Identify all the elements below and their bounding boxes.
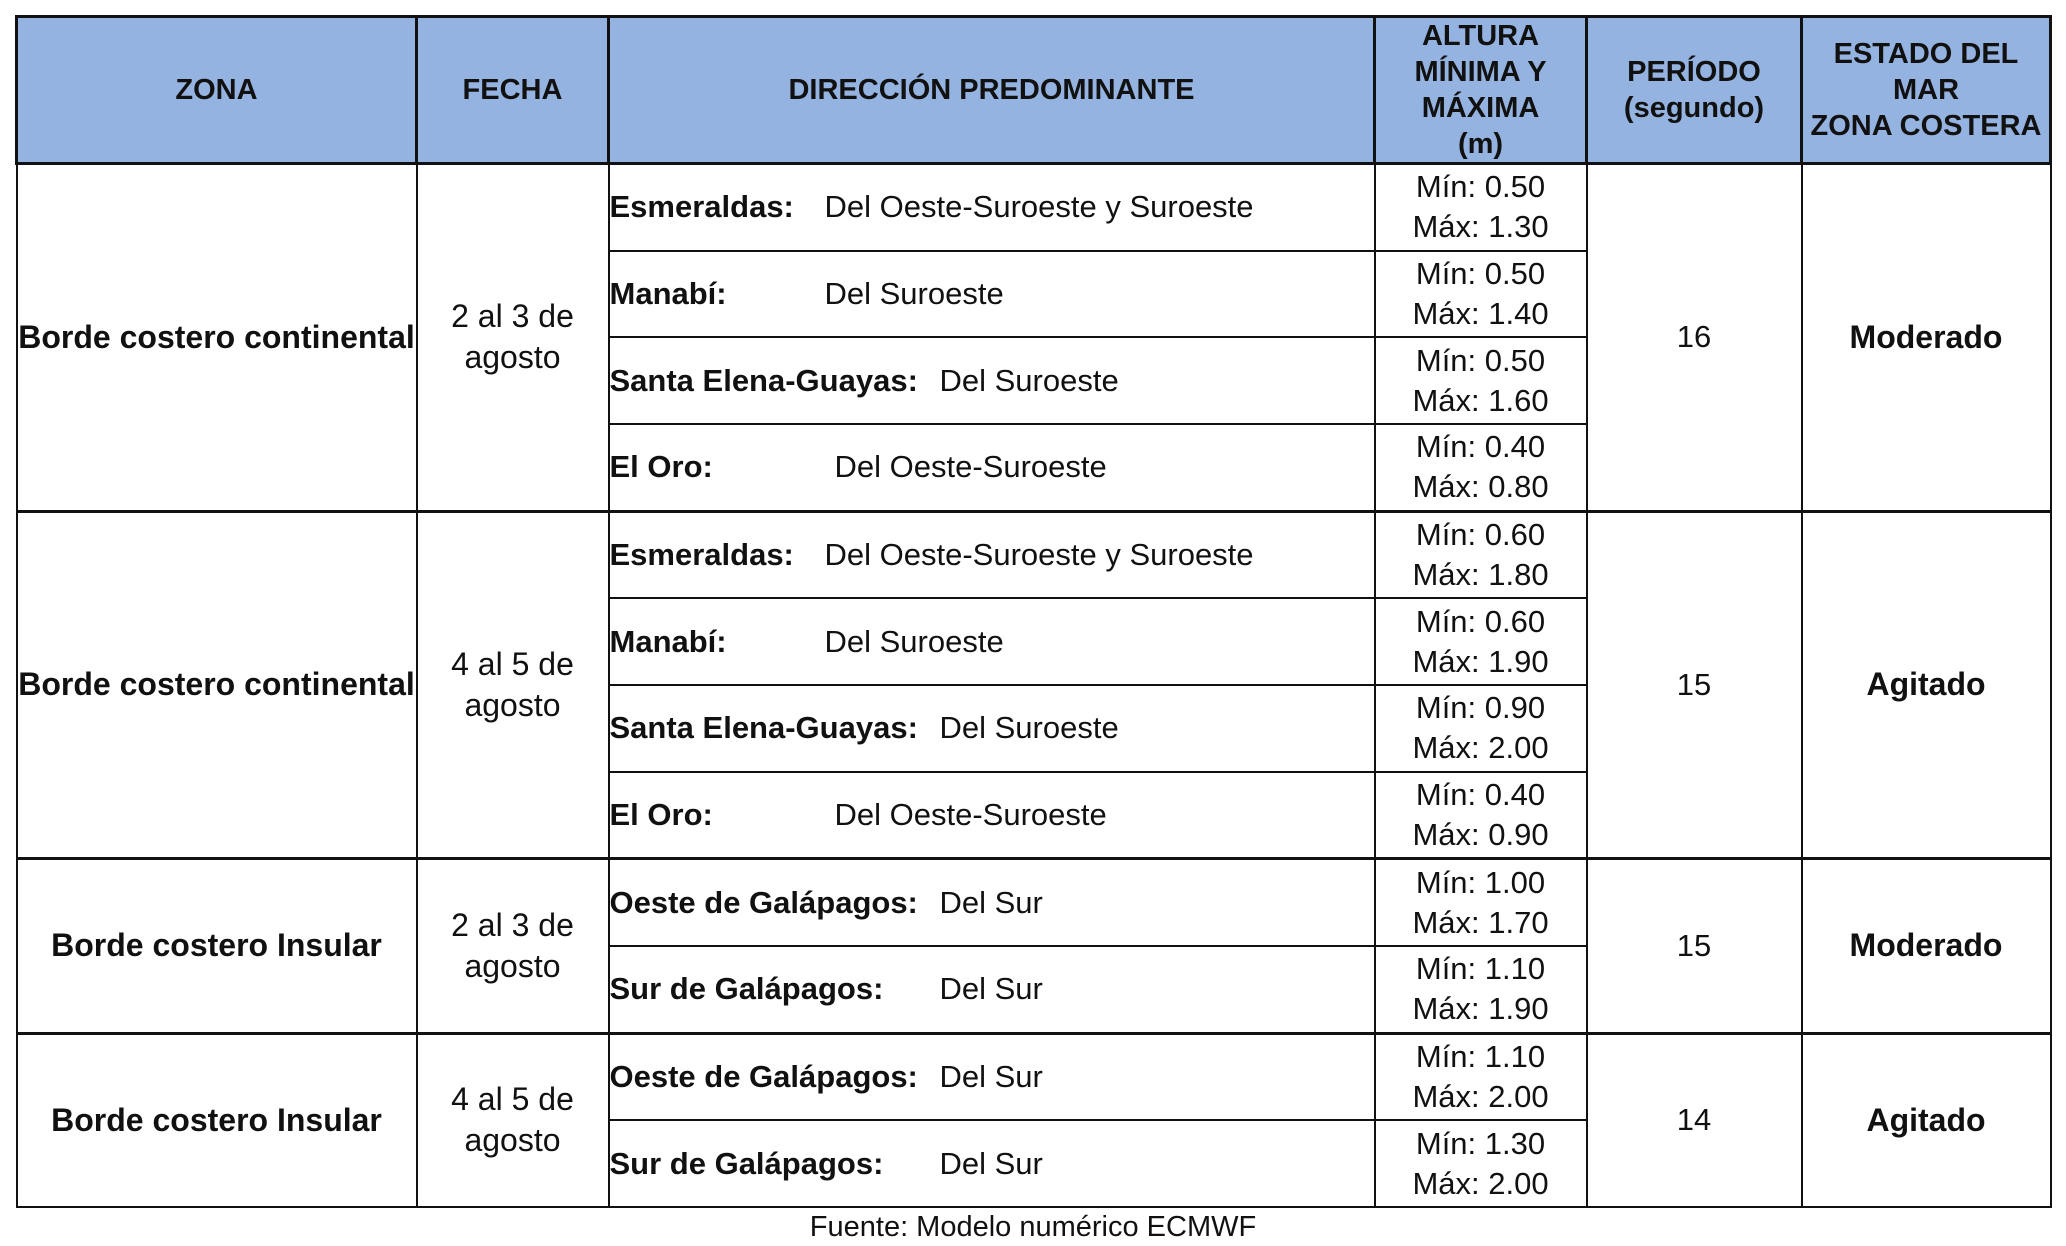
altura-cell: Mín: 0.50 Máx: 1.60 bbox=[1375, 337, 1587, 424]
province-label: Santa Elena-Guayas: bbox=[609, 362, 918, 398]
estado-cell: Agitado bbox=[1802, 1033, 2051, 1207]
altura-cell: Mín: 0.50 Máx: 1.40 bbox=[1375, 251, 1587, 338]
altura-cell: Mín: 1.10 Máx: 1.90 bbox=[1375, 946, 1587, 1033]
province-label: El Oro: bbox=[609, 796, 713, 832]
direction-text: Del Sur bbox=[939, 1145, 1043, 1181]
direction-text: Del Oeste-Suroeste y Suroeste bbox=[824, 536, 1254, 572]
header-direccion: DIRECCIÓN PREDOMINANTE bbox=[609, 17, 1375, 164]
zona-cell: Borde costero Insular bbox=[17, 859, 417, 1033]
header-periodo: PERÍODO (segundo) bbox=[1587, 17, 1802, 164]
province-label: Oeste de Galápagos: bbox=[609, 1058, 918, 1094]
zona-cell: Borde costero continental bbox=[17, 164, 417, 512]
table-row bbox=[17, 164, 2051, 251]
direction-text: Del Suroeste bbox=[824, 623, 1004, 659]
fecha-cell: 2 al 3 de agosto bbox=[417, 164, 609, 512]
zona-cell: Borde costero continental bbox=[17, 511, 417, 859]
province-label: Esmeraldas: bbox=[609, 189, 794, 225]
direction-text: Del Suroeste bbox=[824, 275, 1004, 311]
direccion-cell bbox=[609, 164, 1375, 251]
direction-text: Del Sur bbox=[939, 971, 1043, 1007]
altura-cell: Mín: 1.10 Máx: 2.00 bbox=[1375, 1033, 1587, 1120]
fecha-cell: 4 al 5 de agosto bbox=[417, 511, 609, 859]
direction-text: Del Oeste-Suroeste y Suroeste bbox=[824, 189, 1254, 225]
direction-text: Del Suroeste bbox=[939, 362, 1119, 398]
direccion-cell bbox=[609, 685, 1375, 772]
direccion-cell bbox=[609, 511, 1375, 598]
table-row bbox=[17, 1033, 2051, 1120]
table-row bbox=[17, 859, 2051, 946]
direccion-cell bbox=[609, 598, 1375, 685]
direction-text: Del Suroeste bbox=[939, 710, 1119, 746]
direccion-cell bbox=[609, 859, 1375, 946]
altura-cell: Mín: 0.60 Máx: 1.90 bbox=[1375, 598, 1587, 685]
province-label: Esmeraldas: bbox=[609, 536, 794, 572]
province-label: El Oro: bbox=[609, 449, 713, 485]
fecha-cell: 4 al 5 de agosto bbox=[417, 1033, 609, 1207]
direccion-cell bbox=[609, 1120, 1375, 1207]
direccion-cell bbox=[609, 251, 1375, 338]
province-label: Santa Elena-Guayas: bbox=[609, 710, 918, 746]
zona-cell: Borde costero Insular bbox=[17, 1033, 417, 1207]
estado-cell: Agitado bbox=[1802, 511, 2051, 859]
altura-cell: Mín: 0.40 Máx: 0.90 bbox=[1375, 772, 1587, 859]
direction-text: Del Sur bbox=[939, 884, 1043, 920]
altura-cell: Mín: 0.60 Máx: 1.80 bbox=[1375, 511, 1587, 598]
periodo-cell: 16 bbox=[1587, 164, 1802, 512]
header-zona: ZONA bbox=[17, 17, 417, 164]
header-row bbox=[17, 17, 2051, 164]
table-row bbox=[17, 511, 2051, 598]
source-caption: Fuente: Modelo numérico ECMWF bbox=[809, 1211, 1257, 1243]
province-label: Oeste de Galápagos: bbox=[609, 884, 918, 920]
direccion-cell bbox=[609, 1033, 1375, 1120]
province-label: Manabí: bbox=[609, 275, 727, 311]
header-fecha: FECHA bbox=[417, 17, 609, 164]
estado-cell: Moderado bbox=[1802, 164, 2051, 512]
periodo-cell: 15 bbox=[1587, 859, 1802, 1033]
province-label: Sur de Galápagos: bbox=[609, 971, 884, 1007]
periodo-cell: 15 bbox=[1587, 511, 1802, 859]
direccion-cell bbox=[609, 946, 1375, 1033]
province-label: Manabí: bbox=[609, 623, 727, 659]
altura-cell: Mín: 0.90 Máx: 2.00 bbox=[1375, 685, 1587, 772]
altura-cell: Mín: 1.30 Máx: 2.00 bbox=[1375, 1120, 1587, 1207]
province-label: Sur de Galápagos: bbox=[609, 1145, 884, 1181]
altura-cell: Mín: 0.50 Máx: 1.30 bbox=[1375, 164, 1587, 251]
direction-text: Del Oeste-Suroeste bbox=[834, 449, 1107, 485]
direccion-cell bbox=[609, 337, 1375, 424]
direction-text: Del Oeste-Suroeste bbox=[834, 796, 1107, 832]
fecha-cell: 2 al 3 de agosto bbox=[417, 859, 609, 1033]
altura-cell: Mín: 0.40 Máx: 0.80 bbox=[1375, 424, 1587, 511]
header-estado: ESTADO DEL MAR ZONA COSTERA bbox=[1802, 17, 2051, 164]
direccion-cell bbox=[609, 424, 1375, 511]
direccion-cell bbox=[609, 772, 1375, 859]
periodo-cell: 14 bbox=[1587, 1033, 1802, 1207]
direction-text: Del Sur bbox=[939, 1058, 1043, 1094]
forecast-table bbox=[15, 15, 2052, 1208]
altura-cell: Mín: 1.00 Máx: 1.70 bbox=[1375, 859, 1587, 946]
estado-cell: Moderado bbox=[1802, 859, 2051, 1033]
header-altura: ALTURA MÍNIMA Y MÁXIMA (m) bbox=[1375, 17, 1587, 164]
